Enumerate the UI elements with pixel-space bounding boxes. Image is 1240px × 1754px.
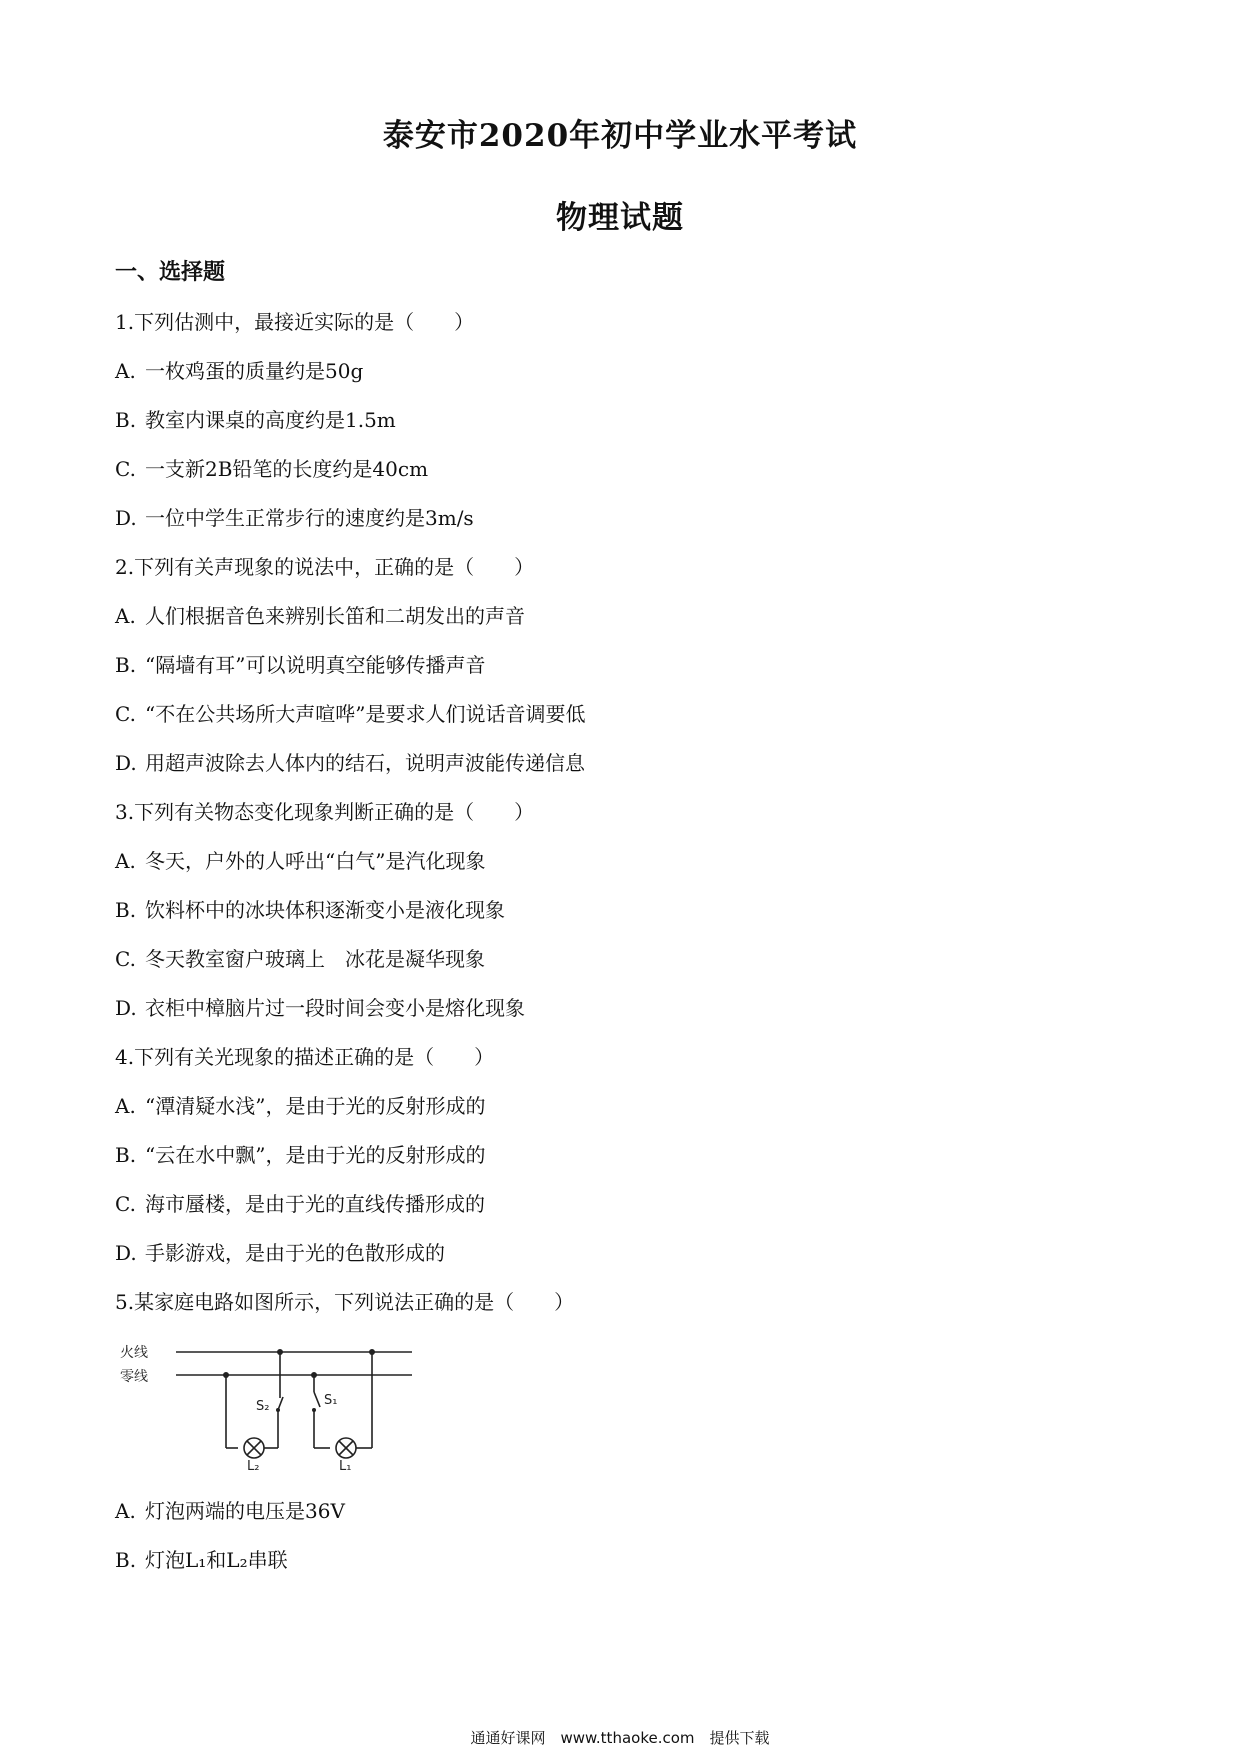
option-text: “云在水中飘”，是由于光的反射形成的 bbox=[145, 1143, 486, 1167]
question-3-option-c bbox=[115, 943, 485, 972]
question-3-stem: 3.下列有关物态变化现象判断正确的是（ ） bbox=[115, 800, 535, 824]
option-letter: A. bbox=[115, 604, 136, 628]
neutral-wire-label: 零线 bbox=[120, 1369, 148, 1385]
option-text: “不在公共场所大声喧哗”是要求人们说话音调要低 bbox=[145, 702, 586, 726]
option-text: 饮料杯中的冰块体积逐渐变小是液化现象 bbox=[145, 898, 505, 922]
page-footer: 通通好课网 www.tthaoke.com 提供下载 bbox=[470, 1729, 770, 1747]
question-1-option-c bbox=[115, 453, 428, 482]
question-5-stem: 5.某家庭电路如图所示，下列说法正确的是（ ） bbox=[115, 1290, 575, 1314]
question-2-option-a bbox=[115, 600, 525, 629]
question-3-option-a bbox=[115, 845, 485, 874]
option-letter: B. bbox=[115, 1143, 137, 1167]
question-5-option-b bbox=[115, 1544, 288, 1573]
option-letter: D. bbox=[115, 996, 137, 1020]
question-1-option-b bbox=[115, 404, 396, 433]
option-text: “潭清疑水浅”，是由于光的反射形成的 bbox=[145, 1094, 486, 1118]
option-letter: A. bbox=[115, 1094, 136, 1118]
question-4-option-a bbox=[115, 1090, 485, 1119]
circuit-diagram bbox=[120, 1330, 420, 1470]
option-text: “隔墙有耳”可以说明真空能够传播声音 bbox=[145, 653, 486, 677]
option-text: 一枚鸡蛋的质量约是50g bbox=[145, 359, 364, 383]
option-letter: D. bbox=[115, 751, 137, 775]
switch-s1-icon bbox=[314, 1392, 320, 1407]
page-subtitle: 物理试题 bbox=[556, 200, 684, 236]
option-letter: A. bbox=[115, 359, 136, 383]
option-text: 一支新2B铅笔的长度约是40cm bbox=[145, 457, 429, 481]
option-letter: D. bbox=[115, 1241, 137, 1265]
option-letter: C. bbox=[115, 702, 136, 726]
page-title: 泰安市2020年初中学业水平考试 bbox=[382, 118, 858, 154]
switch-s2-label: S₂ bbox=[256, 1399, 270, 1414]
option-text: 用超声波除去人体内的结石，说明声波能传递信息 bbox=[145, 751, 585, 775]
question-3-option-b bbox=[115, 894, 505, 923]
question-3-option-d bbox=[115, 992, 525, 1021]
option-text: 教室内课桌的高度约是1.5m bbox=[145, 408, 396, 432]
option-letter: C. bbox=[115, 457, 136, 481]
option-text: 灯泡L₁和L₂串联 bbox=[145, 1548, 288, 1572]
question-2-option-c bbox=[115, 698, 585, 727]
question-4-option-c bbox=[115, 1188, 485, 1217]
option-letter: B. bbox=[115, 408, 137, 432]
question-1-option-d bbox=[115, 502, 474, 531]
option-letter: B. bbox=[115, 653, 137, 677]
question-1-stem: 1.下列估测中，最接近实际的是（ ） bbox=[115, 310, 475, 334]
switch-s2-icon bbox=[278, 1397, 283, 1410]
lamp-l2-label: L₂ bbox=[247, 1459, 260, 1470]
option-text: 一位中学生正常步行的速度约是3m/s bbox=[145, 506, 474, 530]
option-letter: A. bbox=[115, 849, 136, 873]
option-text: 手影游戏，是由于光的色散形成的 bbox=[145, 1241, 445, 1265]
live-wire-label: 火线 bbox=[120, 1345, 148, 1361]
question-4-option-b bbox=[115, 1139, 485, 1168]
switch-s1-label: S₁ bbox=[324, 1393, 338, 1408]
option-letter: B. bbox=[115, 898, 137, 922]
lamp-l1-label: L₁ bbox=[339, 1459, 352, 1470]
question-4-option-d bbox=[115, 1237, 445, 1266]
option-text: 衣柜中樟脑片过一段时间会变小是熔化现象 bbox=[145, 996, 525, 1020]
question-4-stem: 4.下列有关光现象的描述正确的是（ ） bbox=[115, 1045, 495, 1069]
section-heading: 一、选择题 bbox=[115, 259, 226, 285]
option-letter: C. bbox=[115, 947, 136, 971]
option-text: 冬天，户外的人呼出“白气”是汽化现象 bbox=[145, 849, 486, 873]
option-text: 冬天教室窗户玻璃上 冰花是凝华现象 bbox=[145, 947, 485, 971]
question-2-option-d bbox=[115, 747, 585, 776]
question-1-option-a bbox=[115, 355, 363, 384]
option-letter: B. bbox=[115, 1548, 137, 1572]
question-2-option-b bbox=[115, 649, 485, 678]
option-letter: D. bbox=[115, 506, 137, 530]
option-letter: C. bbox=[115, 1192, 136, 1216]
option-text: 海市蜃楼，是由于光的直线传播形成的 bbox=[145, 1192, 485, 1216]
option-text: 灯泡两端的电压是36V bbox=[145, 1499, 345, 1523]
question-5-option-a bbox=[115, 1495, 345, 1524]
option-text: 人们根据音色来辨别长笛和二胡发出的声音 bbox=[145, 604, 525, 628]
question-2-stem: 2.下列有关声现象的说法中，正确的是（ ） bbox=[115, 555, 535, 579]
option-letter: A. bbox=[115, 1499, 136, 1523]
